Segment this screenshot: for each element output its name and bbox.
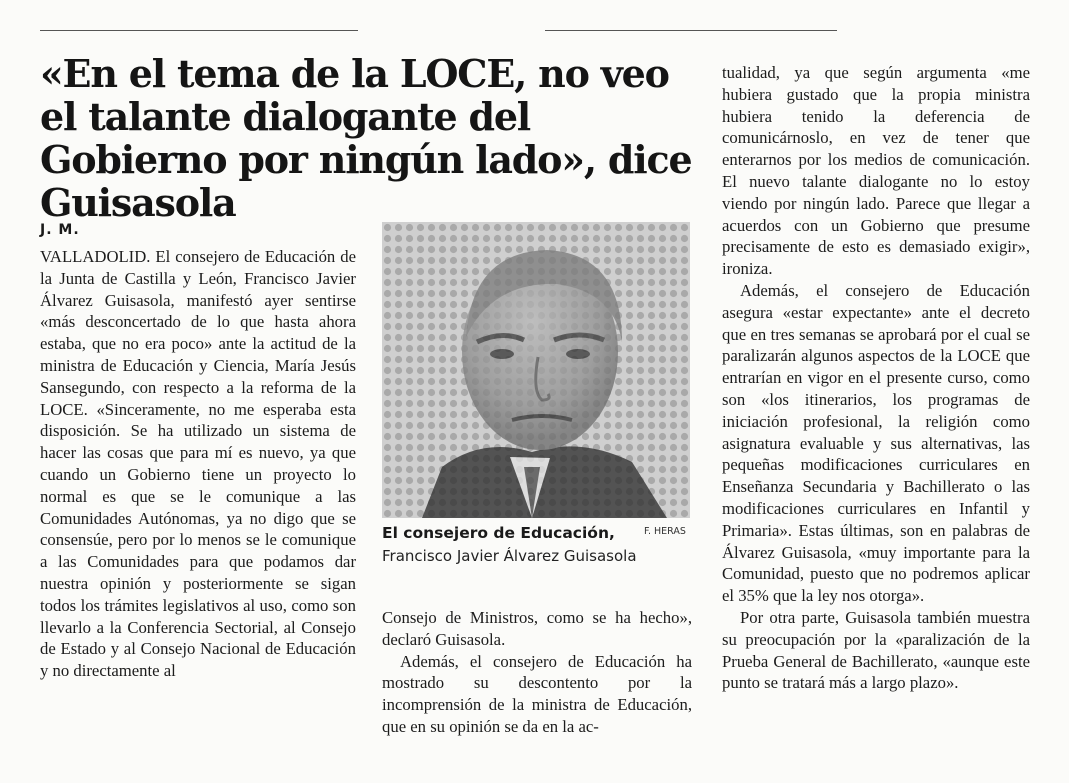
caption-title: El consejero de Educación,: [382, 524, 615, 542]
dateline: VALLADOLID.: [40, 247, 151, 266]
top-rule-left: [40, 30, 358, 31]
paragraph: Además, el consejero de Educación asegura «estar expectante» ante el decreto que en tres semanas se aprobará por el cual se paralizarán algunos aspectos de la LOCE que entrarían en vigor en el presente curso, como son «los itinerarios, los programas de iniciación profesional, la religión como asignatura evaluable y sus alternativas, las pequeñas modificaciones curriculares en Enseñanza Secundaria y Bachillerato o las modificaciones curriculares en Infantil y Primaria». Estas últimas, son en palabras de Álvarez Guisasola, «muy importante para la Comunidad, puesto que no podremos aplicar el 35% que la ley nos otorga».: [722, 280, 1030, 606]
paragraph: tualidad, ya que según argumenta «me hubiera gustado que la propia ministra hubiera tenido la deferencia de comunicárnoslo, en vez de tener que enterarnos por los medios de comunicación. El nuevo talante dialogante no lo estoy viendo por ningún lado. Parece que llegar a acuerdos con un Gobierno que presume precisamente de esto es demasiado exigir», ironiza.: [722, 63, 1030, 279]
headline: «En el tema de la LOCE, no veo el talante dialogante del Gobierno por ningún lado», dice Guisasola: [40, 51, 692, 225]
column-1: [40, 246, 356, 682]
paragraph-text: El consejero de Educación de la Junta de Castilla y León, Francisco Javier Álvarez Guisasola, manifestó ayer sentirse «más desconcertado de lo que hasta ahora estaba, que no era poco» ante la actitud de la ministra de Educación y Ciencia, María Jesús Sansegundo, con respecto a la reforma de la LOCE. «Sinceramente, no me esperaba esta disposición. Se ha utilizado un sistema de hacer las cosas que para mí es nuevo, ya que cuando un Gobierno tiene un proyecto lo normal es que se le comunique a las Comunidades Autónomas, ya no digo que se consensúe, pero por lo menos se le comunique a las Comunidades para que podamos dar nuestra opinión y posteriormente se sigan todos los trámites legislativos al uso, como son llevarlo a la Conferencia Sectorial, al Consejo de Estado y al Consejo Nacional de Educación y no directamente al: [40, 247, 356, 681]
byline: J. M.: [40, 222, 80, 238]
photo-credit: F. HERAS: [644, 526, 686, 537]
paragraph: Consejo de Ministros, como se ha hecho», declaró Guisasola.: [382, 608, 692, 649]
column-3: [722, 62, 1030, 694]
column-2: [382, 607, 692, 738]
paragraph: [40, 246, 356, 682]
portrait-image: [382, 222, 690, 518]
top-rule-right: [545, 30, 837, 31]
portrait-photo: [382, 222, 690, 518]
paragraph: Por otra parte, Guisasola también muestra su preocupación por la «paralización de la Prueba General de Bachillerato, «aunque este punto se tratará más a largo plazo».: [722, 607, 1030, 693]
caption-name: Francisco Javier Álvarez Guisasola: [382, 547, 637, 565]
paragraph: Además, el consejero de Educación ha mostrado su descontento por la incomprensión de la ministra de Educación, que en su opinión se da en la ac-: [382, 651, 692, 736]
